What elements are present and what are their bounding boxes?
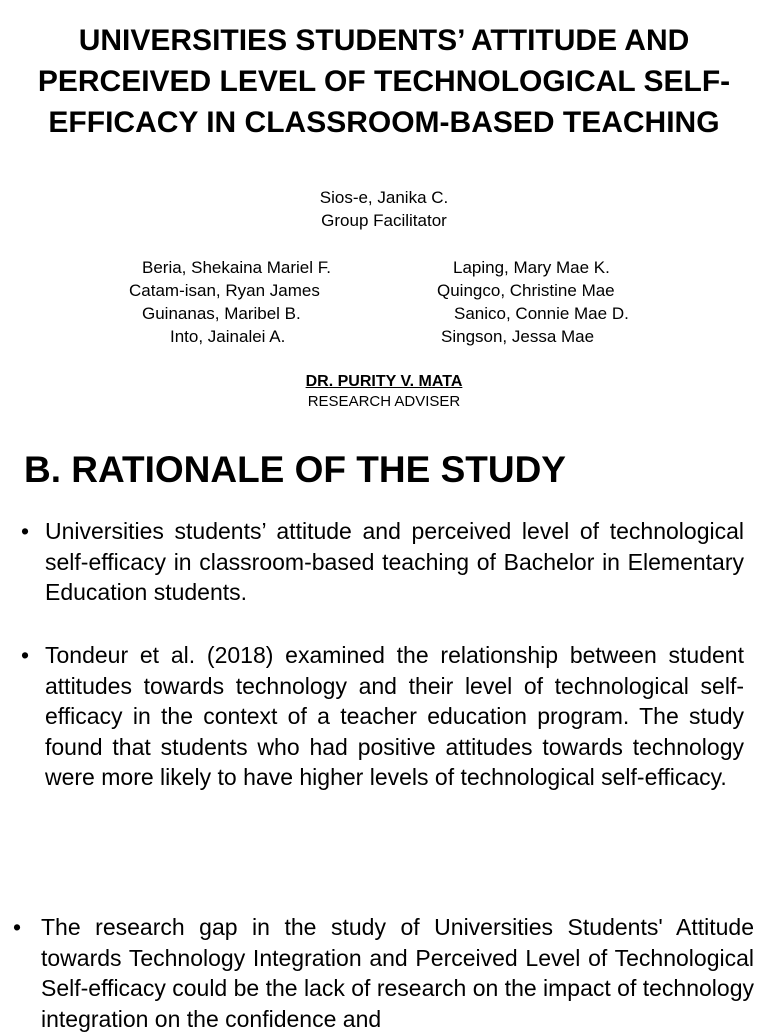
member-name: Into, Jainalei A. (170, 327, 286, 346)
member-name: Singson, Jessa Mae (441, 327, 595, 346)
facilitator-name: Sios-e, Janika C. (319, 188, 449, 207)
member-name: Laping, Mary Mae K. (453, 258, 610, 277)
facilitator-role: Group Facilitator (321, 211, 447, 230)
bullet-text: Tondeur et al. (2018) examined the relationship between student attitudes towards technology and their level of technological self-efficacy in the context of a teacher education program. The study found that students who had positive attitudes towards technology were more likely to have higher levels of technological self-efficacy. (45, 642, 744, 791)
section-heading: B. RATIONALE OF THE STUDY (24, 449, 566, 490)
bullet-item (21, 640, 744, 793)
bullet-text: The research gap in the study of Universities Students' Attitude towards Technology Integration and Perceived Level of Technological Self-efficacy could be the lack of research on the impact of technology integration on the confidence and (41, 914, 754, 1032)
member-name: Sanico, Connie Mae D. (454, 304, 629, 323)
adviser-role: RESEARCH ADVISER (307, 393, 461, 410)
bullet-marker: • (21, 518, 30, 544)
bullet-marker: • (13, 914, 22, 940)
document-title: UNIVERSITIES STUDENTS’ ATTITUDE AND PERCEIVED LEVEL OF TECHNOLOGICAL SELF-EFFICACY IN CLASSROOM-BASED TEACHING (37, 24, 731, 139)
member-name: Catam-isan, Ryan James (129, 281, 320, 300)
member-name: Guinanas, Maribel B. (142, 304, 301, 323)
bullet-item (13, 912, 754, 1034)
member-name: Beria, Shekaina Mariel F. (142, 258, 331, 277)
bullet-item (21, 516, 744, 608)
adviser-name: DR. PURITY V. MATA (305, 373, 463, 390)
member-name: Quingco, Christine Mae (437, 281, 615, 300)
bullet-text: Universities students’ attitude and perceived level of technological self-efficacy in classroom-based teaching of Bachelor in Elementary Education students. (45, 518, 744, 606)
bullet-marker: • (21, 642, 30, 668)
